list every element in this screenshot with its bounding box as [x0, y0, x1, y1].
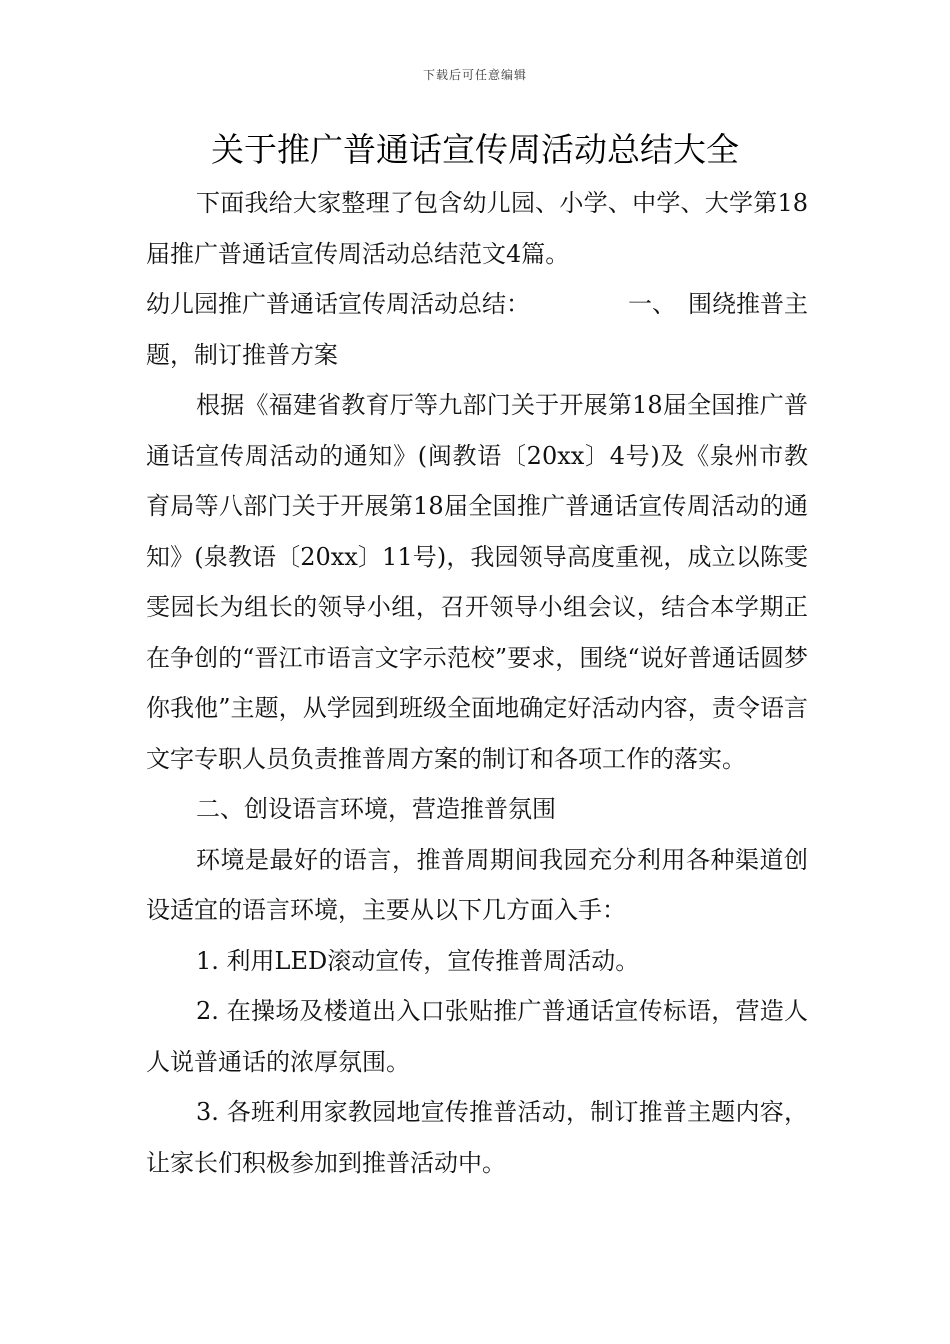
list-item-3: 3. 各班利用家教园地宣传推普活动，制订推普主题内容，让家长们积极参加到推普活动中。 [146, 1098, 808, 1177]
section-2-heading: 二、创设语言环境，营造推普氛围 [196, 795, 556, 823]
paragraph-basis: 根据《福建省教育厅等九部门关于开展第18届全国推广普通话宣传周活动的通知》(闽教语〔20xx〕4号)及《泉州市教育局等八部门关于开展第18届全国推广普通话宣传周活动的通知》(泉教语〔20xx〕11号)，我园领导高度重视，成立以陈雯雯园长为组长的领导小组，召开领导小组会议，结合本学期正在争创的“晋江市语言文字示范校”要求，围绕“说好普通话圆梦你我他”主题，从学园到班级全面地确定好活动内容，责令语言文字专职人员负责推普周方案的制订和各项工作的落实。 [146, 391, 808, 773]
intro-paragraph: 下面我给大家整理了包含幼儿园、小学、中学、大学第18届推广普通话宣传周活动总结范文4篇。 [146, 189, 808, 268]
list-item-2: 2. 在操场及楼道出入口张贴推广普通话宣传标语，营造人人说普通话的浓厚氛围。 [146, 997, 808, 1076]
document-title: 关于推广普通话宣传周活动总结大全 [211, 130, 739, 169]
kindergarten-heading-left: 幼儿园推广普通话宣传周活动总结： [146, 290, 530, 318]
kindergarten-heading-right: 一、 围绕推普主 [628, 290, 808, 318]
header-note: 下载后可任意编辑 [422, 68, 527, 82]
document-body [146, 178, 808, 1188]
paragraph-environment: 环境是最好的语言，推普周期间我园充分利用各种渠道创设适宜的语言环境，主要从以下几方面入手： [146, 845, 808, 924]
list-item-1: 1. 利用LED滚动宣传，宣传推普周活动。 [196, 946, 640, 975]
kindergarten-heading [146, 279, 808, 330]
kindergarten-heading-continuation: 题，制订推普方案 [146, 340, 338, 369]
